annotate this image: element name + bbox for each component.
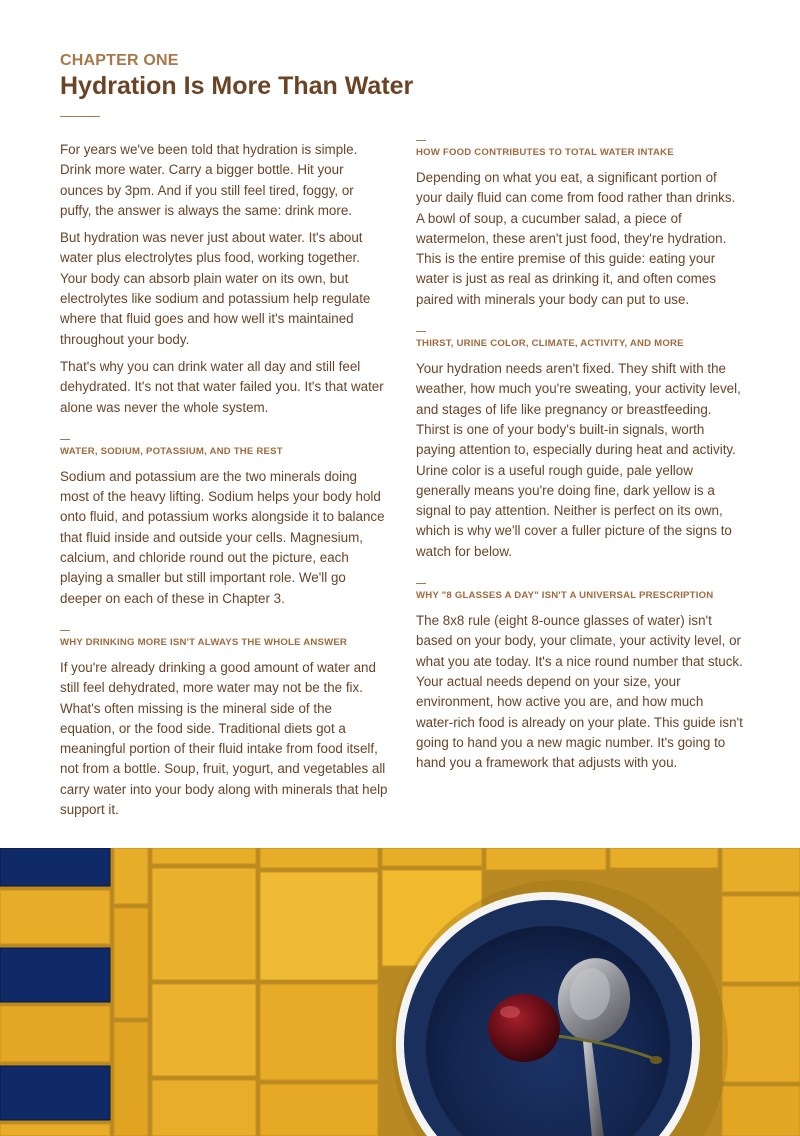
section-heading: HOW FOOD CONTRIBUTES TO TOTAL WATER INTAKE	[416, 147, 674, 158]
chapter-title: Hydration Is More Than Water	[60, 72, 414, 100]
section-heading: THIRST, URINE COLOR, CLIMATE, ACTIVITY, AND MORE	[416, 338, 684, 350]
section-dash	[60, 439, 70, 440]
left-column	[60, 140, 388, 827]
section-body: The 8x8 rule (eight 8-ounce glasses of water) isn't based on your body, your climate, your activity level, or what you ate today. It's a nice round number that stuck. Your actual needs depend on your size, your environment, how active you are, and how much water-rich food is already on your plate. This guide isn't going to hand you a new magic number. It's going to hand you a framework that adjusts with you.	[416, 613, 743, 771]
section-heading: WHY "8 GLASSES A DAY" ISN'T A UNIVERSAL PRESCRIPTION	[416, 590, 714, 602]
section-dash	[416, 331, 426, 332]
section-body: Sodium and potassium are the two minerals doing most of the heavy lifting. Sodium helps your body hold onto fluid, and potassium works alongside it to balance that fluid inside and outside your cells. Magnesium, calcium, and chloride round out the picture, each playing a smaller but still important role. We'll go deeper on each of these in Chapter 3.	[60, 468, 385, 606]
section-food-water	[416, 140, 744, 310]
right-column	[416, 140, 744, 780]
photo-illustration	[0, 848, 800, 1136]
section-heading: WHY DRINKING MORE ISN'T ALWAYS THE WHOLE ANSWER	[60, 636, 348, 648]
chapter-kicker: CHAPTER ONE	[60, 52, 179, 69]
section-dash	[416, 140, 426, 141]
intro-paragraph-1: For years we've been told that hydration is simple. Drink more water. Carry a bigger bottle. Hit your ounces by 3pm. And if you still feel tired, foggy, or puffy, the answer is always the same: drink more.	[60, 142, 358, 218]
section-thirst-signals	[416, 331, 744, 562]
section-body: Depending on what you eat, a significant portion of your daily fluid can come from food rather than drinks. A bowl of soup, a cucumber salad, a piece of watermelon, these aren't just food, they're hydration. This is the entire premise of this guide: eating your water is just as real as drinking it, and often comes paired with minerals your body can put to use.	[416, 170, 736, 307]
cherry-icon	[488, 994, 560, 1062]
section-dash	[416, 583, 426, 584]
section-water-sodium	[60, 439, 388, 609]
section-body: Your hydration needs aren't fixed. They shift with the weather, how much you're sweating, your activity level, and stages of life like pregnancy or breastfeeding. Thirst is one of your body's built-in signals, worth paying attention to, especially during heat and activity. Urine color is a useful rough guide, pale yellow generally means you're doing fine, dark yellow is a signal to pay attention. Neither is perfect on its own, which is why we'll cover a fuller picture of the signs to watch for below.	[416, 361, 741, 559]
section-body: If you're already drinking a good amount of water and still feel dehydrated, more water may not be the fix. What's often missing is the mineral side of the equation, or the food side. Traditional diets got a meaningful portion of their fluid intake from food itself, not from a bottle. Soup, fruit, yogurt, and vegetables all carry water into your body along with minerals that help support it.	[60, 659, 388, 818]
intro-paragraph-2: But hydration was never just about water. It's about water plus electrolytes plus food, working together. Your body can absorb plain water on its own, but electrolytes like sodium and potassium help regulate where that fluid goes and how well it's maintained throughout your body.	[60, 230, 371, 347]
section-drinking-more	[60, 630, 388, 820]
cherry-bowl-photo	[0, 848, 800, 1136]
section-dash	[60, 630, 70, 631]
section-8-glasses	[416, 583, 744, 773]
section-heading: WATER, SODIUM, POTASSIUM, AND THE REST	[60, 445, 283, 457]
title-divider	[60, 116, 100, 117]
intro-paragraph-3: That's why you can drink water all day and still feel dehydrated. It's not that water failed you. It's that water alone was never the whole system.	[60, 358, 384, 415]
